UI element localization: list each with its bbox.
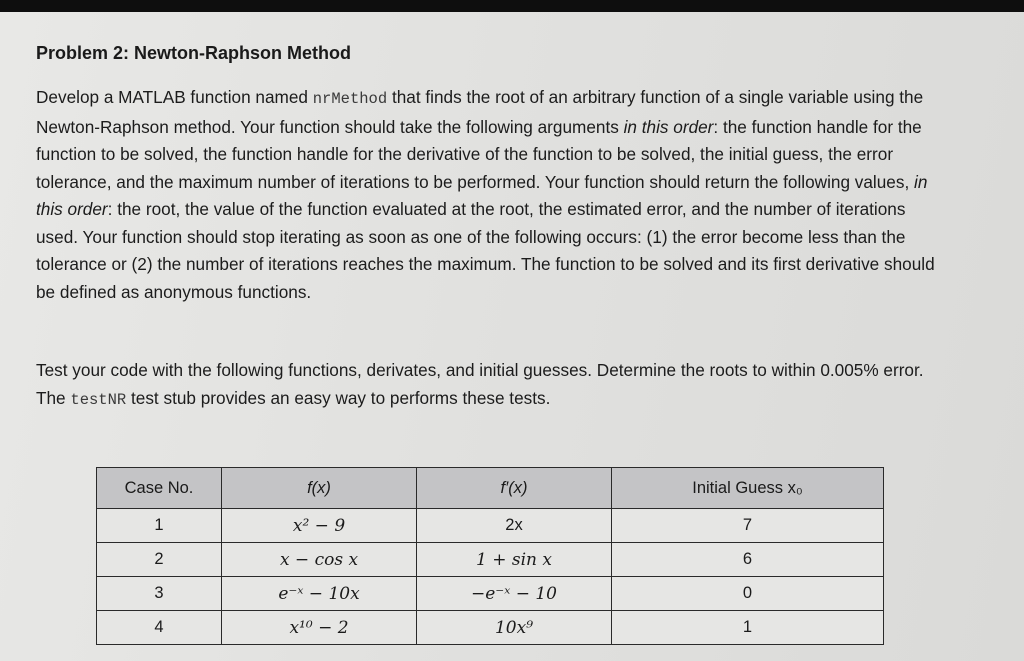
- test-instructions: [36, 357, 951, 414]
- case-number: 3: [97, 577, 222, 611]
- function-cell: x¹⁰ − 2: [222, 611, 417, 645]
- derivative-cell: 2x: [417, 509, 612, 543]
- initial-guess-cell: 6: [612, 543, 884, 577]
- case-number: 4: [97, 611, 222, 645]
- in-this-order-1: in this order: [623, 116, 714, 137]
- derivative-cell: 10x⁹: [417, 611, 612, 645]
- header-initial-guess: Initial Guess x₀: [612, 468, 884, 509]
- description-part-1: that finds the root of an arbitrary function of a single variable using the Newton-Raphson method. Your function should take the following arguments: [36, 87, 924, 137]
- test-cases-table: [96, 467, 884, 645]
- description-intro: Develop a MATLAB function named: [36, 87, 313, 107]
- derivative-cell: 1 + sin x: [417, 543, 612, 577]
- header-dfx: f′(x): [417, 468, 612, 509]
- function-cell: e⁻ˣ − 10x: [222, 577, 417, 611]
- test-text-2: test stub provides an easy way to performs these tests.: [126, 387, 551, 408]
- description-part-3: : the root, the value of the function evaluated at the root, the estimated error, and the number of iterations used. Your function should stop iterating as soon as one of the following occurs: (1) the error become less than the tolerance or (2) the number of iterations reaches the maximum. The function to be solved and its first derivative should be defined as anonymous functions.: [36, 199, 935, 302]
- problem-description: [36, 84, 951, 306]
- test-text-1: Test your code with the following functions, derivates, and initial guesses. Determine the roots to within 0.005% error. The: [36, 360, 924, 408]
- case-number: 2: [97, 543, 222, 577]
- header-case-no: Case No.: [97, 468, 222, 509]
- table-row: [97, 611, 884, 645]
- table-row: [97, 509, 884, 543]
- initial-guess-cell: 0: [612, 577, 884, 611]
- header-fx: f(x): [222, 468, 417, 509]
- initial-guess-cell: 1: [612, 611, 884, 645]
- table-header-row: [97, 468, 884, 509]
- function-cell: x² − 9: [222, 509, 417, 543]
- top-edge-bar: [0, 0, 1024, 12]
- initial-guess-cell: 7: [612, 509, 884, 543]
- function-cell: x − cos x: [222, 543, 417, 577]
- test-stub-name: testNR: [70, 390, 127, 409]
- derivative-cell: −e⁻ˣ − 10: [417, 577, 612, 611]
- in-this-order-2: in this order: [36, 171, 928, 219]
- problem-title: Problem 2: Newton-Raphson Method: [36, 43, 351, 63]
- function-name: nrMethod: [312, 90, 388, 108]
- table-row: [97, 543, 884, 577]
- case-number: 1: [97, 509, 222, 543]
- table-row: [97, 577, 884, 611]
- description-part-2: : the function handle for the function to be solved, the function handle for the derivative of the function to be solved, the initial guess, the error tolerance, and the maximum number of iterations to be performed. Your function should return the following values,: [36, 116, 922, 192]
